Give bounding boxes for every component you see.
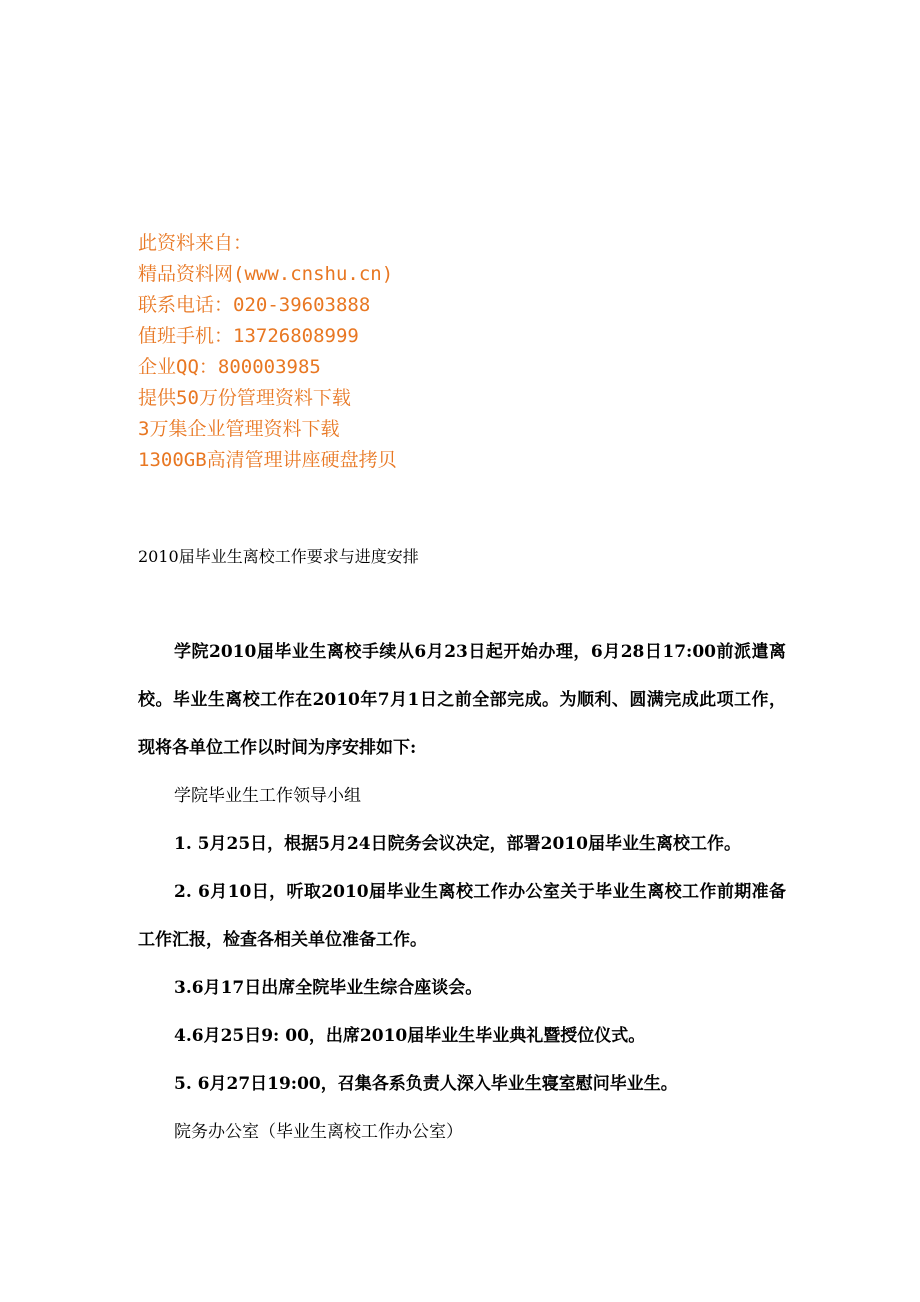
- source-ad-block: [138, 228, 838, 476]
- section-heading-office: 院务办公室（毕业生离校工作办公室）: [174, 1122, 463, 1142]
- ad-line-mobile: 值班手机：13726808999: [138, 325, 359, 347]
- document-body: [138, 628, 786, 1156]
- list-item-3: 3.6月17日出席全院毕业生综合座谈会。: [174, 978, 483, 998]
- list-item-4: 4.6月25日9: 00，出席2010届毕业生毕业典礼暨授位仪式。: [174, 1026, 646, 1046]
- section-heading-leadership: 学院毕业生工作领导小组: [174, 786, 361, 806]
- ad-line-qq: 企业QQ：800003985: [138, 356, 321, 378]
- ad-line-website: 精品资料网(www.cnshu.cn): [138, 263, 394, 285]
- ad-line-source: 此资料来自：: [138, 232, 253, 254]
- list-item-5: 5. 6月27日19:00，召集各系负责人深入毕业生寝室慰问毕业生。: [174, 1074, 678, 1094]
- ad-line-offer-1: 提供50万份管理资料下载: [138, 387, 351, 409]
- ad-line-offer-3: 1300GB高清管理讲座硬盘拷贝: [138, 449, 397, 471]
- list-item-2: 2. 6月10日，听取2010届毕业生离校工作办公室关于毕业生离校工作前期准备工作汇报，检查各相关单位准备工作。: [138, 882, 786, 950]
- list-item-1: 1. 5月25日，根据5月24日院务会议决定，部署2010届毕业生离校工作。: [174, 834, 741, 854]
- intro-paragraph: 学院2010届毕业生离校手续从6月23日起开始办理，6月28日17:00前派遣离校。毕业生离校工作在2010年7月1日之前全部完成。为顺利、圆满完成此项工作，现将各单位工作以时间为序安排如下:: [138, 642, 786, 758]
- document-title: 2010届毕业生离校工作要求与进度安排: [138, 547, 419, 566]
- ad-line-offer-2: 3万集企业管理资料下载: [138, 418, 340, 440]
- ad-line-phone: 联系电话：020-39603888: [138, 294, 371, 316]
